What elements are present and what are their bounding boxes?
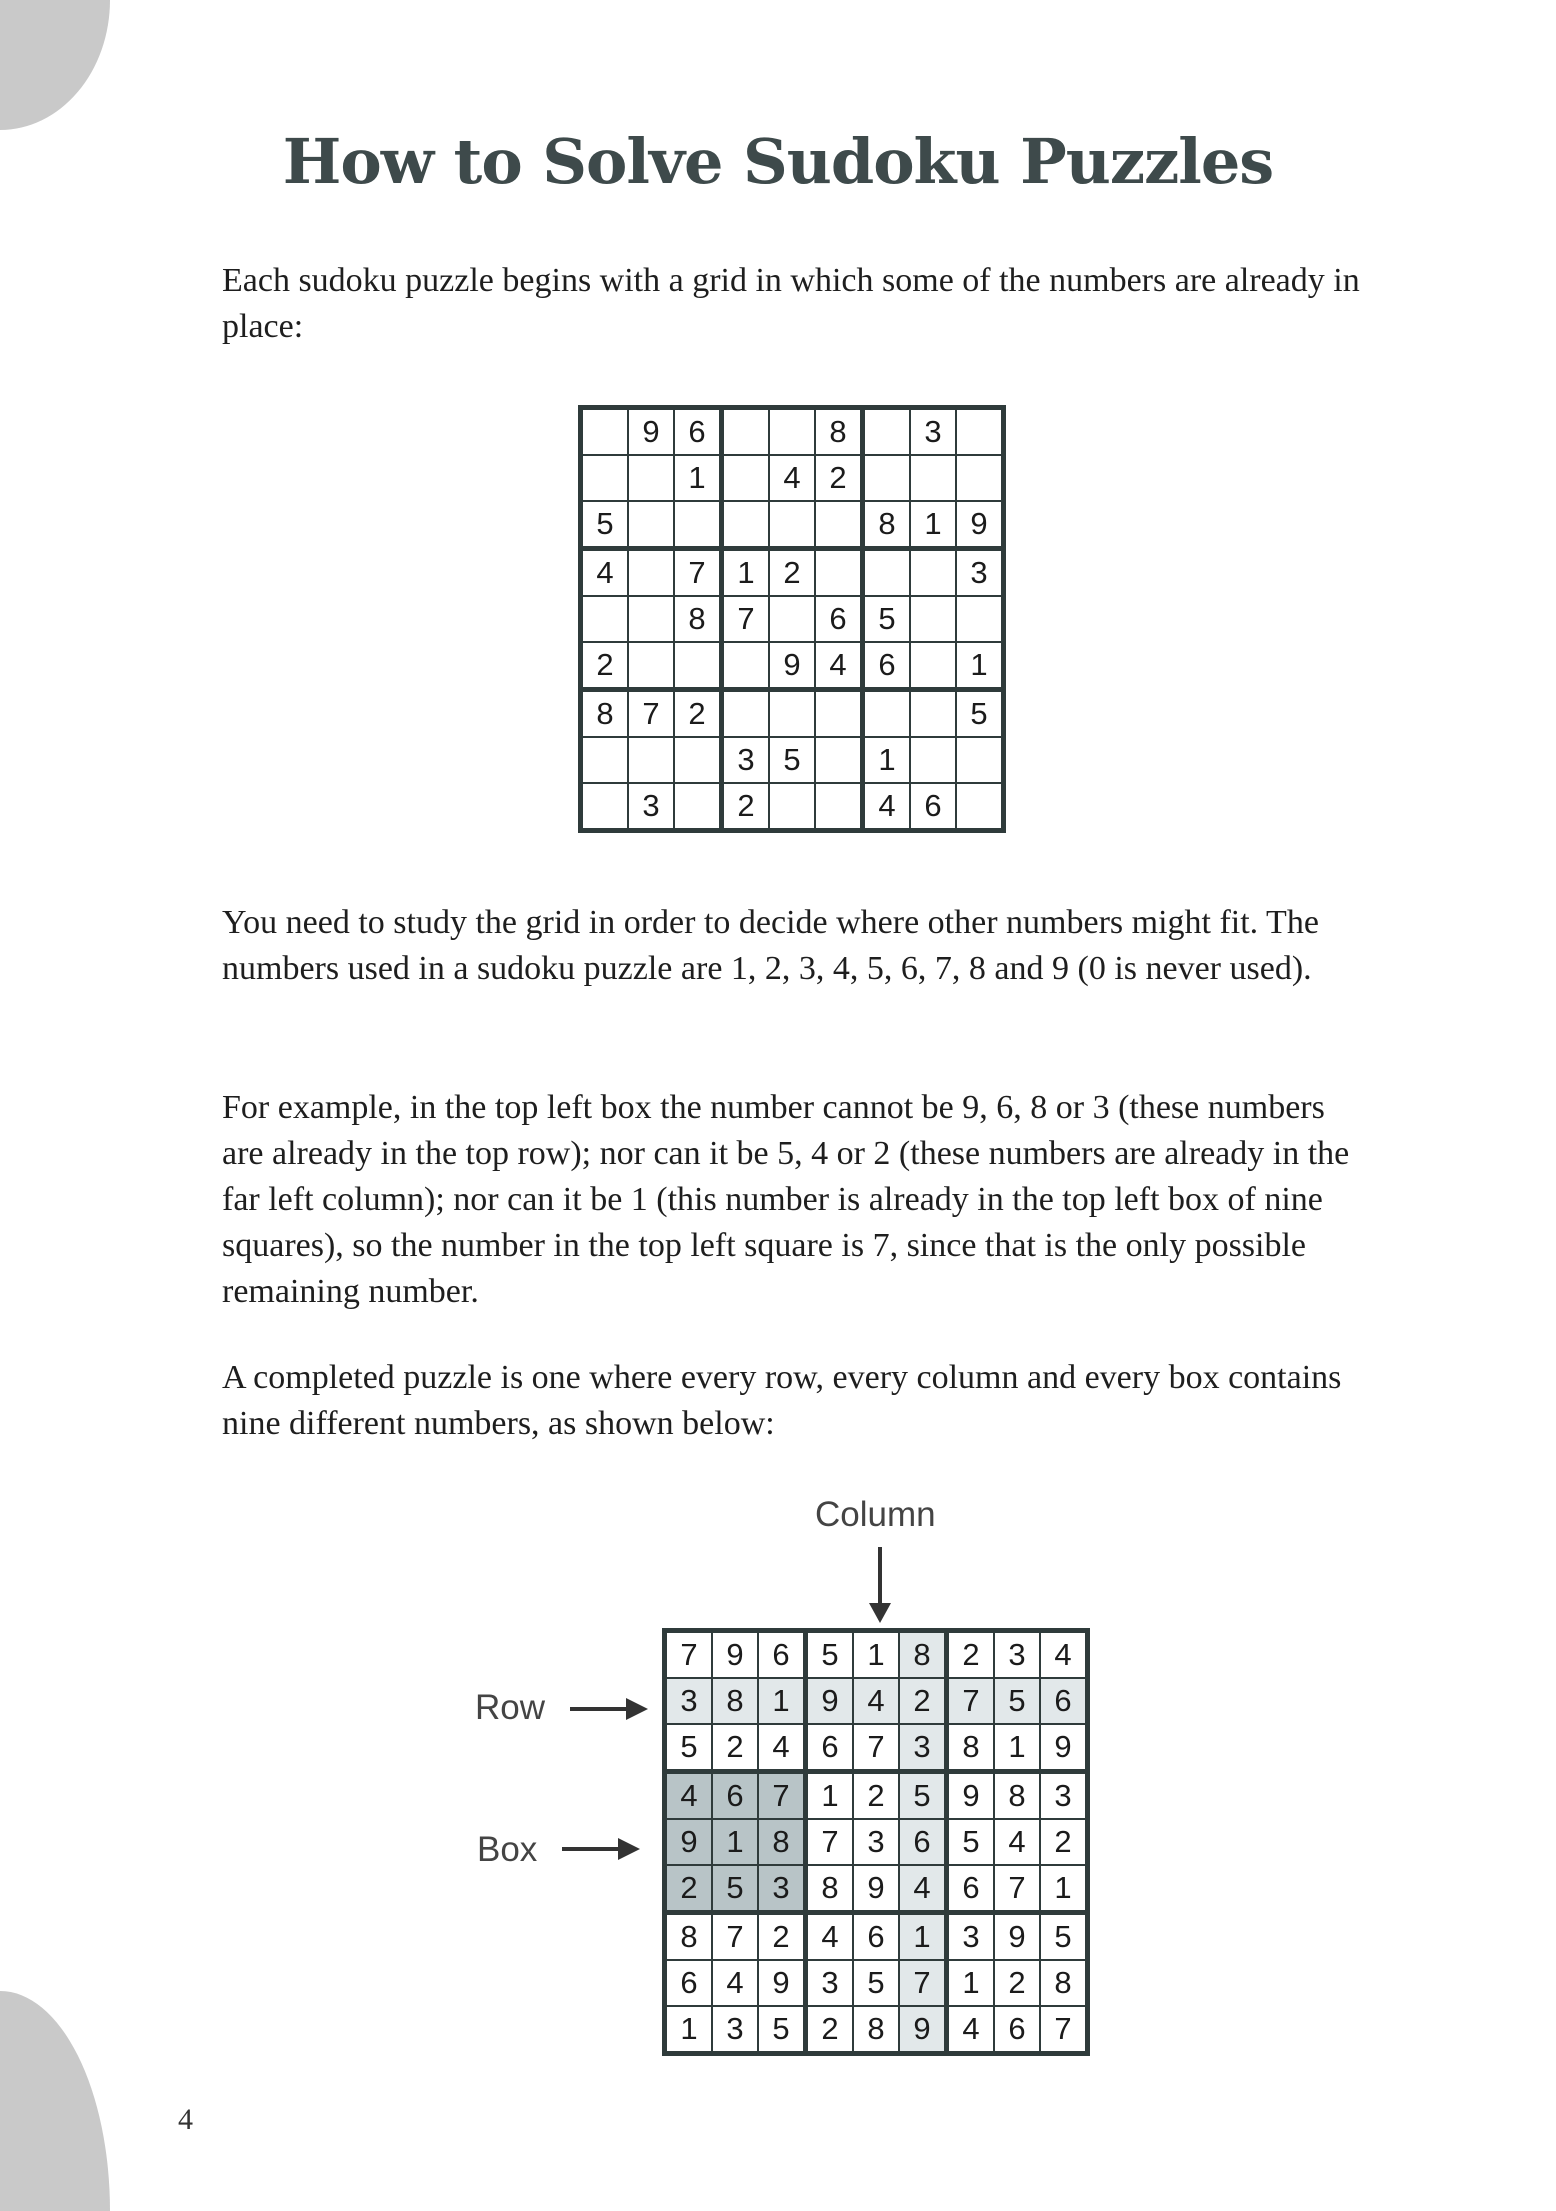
grid-cell: 5 (863, 596, 911, 642)
grid-cell: 1 (806, 1772, 854, 1820)
grid-cell: 2 (899, 1678, 947, 1724)
grid-cell: 2 (1040, 1819, 1088, 1865)
grid-row (665, 1865, 1088, 1913)
grid-cell: 4 (769, 455, 815, 501)
grid-cell: 8 (712, 1678, 758, 1724)
grid-cell (815, 783, 863, 831)
grid-cell: 6 (994, 2006, 1040, 2054)
grid-cell: 3 (910, 408, 956, 456)
grid-cell (628, 501, 674, 549)
grid-cell (722, 690, 770, 738)
grid-cell: 7 (712, 1913, 758, 1961)
grid-cell: 1 (910, 501, 956, 549)
grid-cell: 9 (806, 1678, 854, 1724)
grid-cell: 6 (674, 408, 722, 456)
grid-cell: 4 (712, 1960, 758, 2006)
grid-cell: 5 (806, 1631, 854, 1679)
grid-cell: 3 (956, 549, 1004, 597)
grid-cell: 7 (994, 1865, 1040, 1913)
grid-cell: 2 (806, 2006, 854, 2054)
grid-row (665, 2006, 1088, 2054)
grid-cell: 6 (853, 1913, 899, 1961)
grid-cell: 1 (899, 1913, 947, 1961)
grid-cell: 9 (712, 1631, 758, 1679)
grid-cell: 4 (758, 1724, 806, 1772)
grid-cell (863, 690, 911, 738)
grid-cell (674, 783, 722, 831)
grid-cell (769, 501, 815, 549)
grid-cell: 1 (994, 1724, 1040, 1772)
grid-cell (910, 455, 956, 501)
grid-row (581, 690, 1004, 738)
grid-cell: 5 (956, 690, 1004, 738)
grid-cell: 8 (863, 501, 911, 549)
grid-cell (863, 549, 911, 597)
grid-cell: 6 (1040, 1678, 1088, 1724)
grid-cell: 9 (994, 1913, 1040, 1961)
grid-cell (581, 455, 629, 501)
grid-cell: 3 (665, 1678, 713, 1724)
grid-cell: 7 (722, 596, 770, 642)
grid-row (665, 1913, 1088, 1961)
grid-cell (815, 737, 863, 783)
grid-cell (674, 501, 722, 549)
grid-cell (674, 642, 722, 690)
study-paragraph: You need to study the grid in order to decide where other numbers might fit. The numbers used in a sudoku puzzle are 1, 2, 3, 4, 5, 6, 7, 8 and 9 (0 is never used). (222, 904, 1319, 987)
grid-row (665, 1960, 1088, 2006)
grid-cell: 1 (853, 1631, 899, 1679)
grid-cell: 6 (815, 596, 863, 642)
grid-cell: 6 (863, 642, 911, 690)
grid-cell: 8 (815, 408, 863, 456)
grid-row (665, 1772, 1088, 1820)
grid-row (665, 1724, 1088, 1772)
grid-cell (956, 455, 1004, 501)
grid-cell: 1 (712, 1819, 758, 1865)
grid-cell: 3 (1040, 1772, 1088, 1820)
grid-cell: 7 (806, 1819, 854, 1865)
grid-row (581, 501, 1004, 549)
grid-row (581, 642, 1004, 690)
grid-cell (910, 549, 956, 597)
grid-row (665, 1678, 1088, 1724)
grid-cell (581, 408, 629, 456)
grid-cell (628, 549, 674, 597)
grid-cell (628, 737, 674, 783)
grid-row (665, 1631, 1088, 1679)
grid-cell: 7 (899, 1960, 947, 2006)
grid-cell (769, 783, 815, 831)
grid-cell: 3 (853, 1819, 899, 1865)
grid-cell: 2 (581, 642, 629, 690)
grid-cell: 1 (1040, 1865, 1088, 1913)
grid-cell (956, 408, 1004, 456)
grid-cell (815, 501, 863, 549)
grid-cell: 3 (806, 1960, 854, 2006)
grid-cell: 1 (665, 2006, 713, 2054)
intro-paragraph: Each sudoku puzzle begins with a grid in which some of the numbers are already in place: (222, 262, 1360, 345)
grid-cell: 4 (581, 549, 629, 597)
grid-cell: 1 (863, 737, 911, 783)
column-label: Column (815, 1495, 936, 1534)
grid-cell: 8 (758, 1819, 806, 1865)
grid-cell: 3 (899, 1724, 947, 1772)
grid-cell: 2 (722, 783, 770, 831)
grid-cell: 2 (665, 1865, 713, 1913)
grid-cell (581, 737, 629, 783)
page-title: How to Solve Sudoku Puzzles (282, 125, 1274, 198)
grid-cell: 9 (769, 642, 815, 690)
grid-cell: 5 (665, 1724, 713, 1772)
grid-cell: 9 (1040, 1724, 1088, 1772)
grid-cell: 2 (815, 455, 863, 501)
grid-cell: 4 (853, 1678, 899, 1724)
grid-cell: 3 (758, 1865, 806, 1913)
grid-cell (769, 596, 815, 642)
grid-cell (863, 408, 911, 456)
grid-cell: 2 (674, 690, 722, 738)
box-label: Box (477, 1830, 538, 1869)
grid-cell (722, 408, 770, 456)
grid-row (581, 737, 1004, 783)
grid-cell: 8 (665, 1913, 713, 1961)
row-label: Row (475, 1688, 546, 1727)
grid-row (581, 549, 1004, 597)
grid-cell (956, 783, 1004, 831)
grid-cell (628, 596, 674, 642)
grid-cell: 6 (665, 1960, 713, 2006)
grid-cell: 3 (722, 737, 770, 783)
grid-cell: 1 (956, 642, 1004, 690)
grid-cell: 5 (899, 1772, 947, 1820)
grid-cell: 9 (947, 1772, 995, 1820)
grid-cell: 4 (899, 1865, 947, 1913)
grid-cell: 9 (853, 1865, 899, 1913)
grid-cell: 1 (722, 549, 770, 597)
grid-cell (769, 408, 815, 456)
grid-cell (674, 737, 722, 783)
grid-cell: 7 (947, 1678, 995, 1724)
grid-cell: 6 (758, 1631, 806, 1679)
grid-cell (769, 690, 815, 738)
grid-cell (956, 596, 1004, 642)
grid-row (581, 455, 1004, 501)
grid-cell: 2 (758, 1913, 806, 1961)
grid-cell (910, 596, 956, 642)
grid-cell (722, 455, 770, 501)
grid-cell: 6 (899, 1819, 947, 1865)
grid-cell: 9 (665, 1819, 713, 1865)
grid-row (581, 596, 1004, 642)
grid-cell: 5 (758, 2006, 806, 2054)
grid-cell (815, 549, 863, 597)
grid-cell: 5 (581, 501, 629, 549)
grid-cell: 5 (1040, 1913, 1088, 1961)
grid-cell (910, 642, 956, 690)
grid-cell: 5 (712, 1865, 758, 1913)
grid-cell: 3 (712, 2006, 758, 2054)
page-corner-top (0, 0, 110, 130)
grid-cell: 8 (947, 1724, 995, 1772)
grid-cell: 7 (1040, 2006, 1088, 2054)
grid-cell: 8 (806, 1865, 854, 1913)
grid-cell: 9 (758, 1960, 806, 2006)
page-corner-bottom (0, 1991, 110, 2211)
grid-cell (910, 690, 956, 738)
grid-cell: 4 (863, 783, 911, 831)
grid-row (581, 408, 1004, 456)
grid-cell: 2 (947, 1631, 995, 1679)
grid-cell (581, 783, 629, 831)
grid-row (581, 783, 1004, 831)
grid-cell: 9 (628, 408, 674, 456)
grid-cell: 1 (674, 455, 722, 501)
grid-cell (722, 642, 770, 690)
grid-cell: 5 (947, 1819, 995, 1865)
grid-cell (815, 690, 863, 738)
grid-cell: 5 (994, 1678, 1040, 1724)
grid-cell (863, 455, 911, 501)
grid-cell: 4 (806, 1913, 854, 1961)
grid-cell: 5 (769, 737, 815, 783)
grid-cell (581, 596, 629, 642)
grid-cell: 1 (758, 1678, 806, 1724)
grid-row (665, 1819, 1088, 1865)
grid-cell: 8 (674, 596, 722, 642)
grid-cell: 8 (994, 1772, 1040, 1820)
puzzle-grid (578, 405, 1006, 833)
grid-cell: 4 (1040, 1631, 1088, 1679)
completed-paragraph: A completed puzzle is one where every row, every column and every box contains nine different numbers, as shown below: (222, 1359, 1342, 1442)
grid-cell: 7 (665, 1631, 713, 1679)
grid-cell: 4 (815, 642, 863, 690)
grid-cell: 8 (899, 1631, 947, 1679)
example-paragraph: For example, in the top left box the number cannot be 9, 6, 8 or 3 (these numbers are already in the top row); nor can it be 5, 4 or 2 (these numbers are already in the far left column); nor can it be 1 (this number is already in the top left box of nine squares), so the number in the top left square is 7, since that is the only possible remaining number. (222, 1089, 1350, 1310)
grid-cell: 7 (674, 549, 722, 597)
grid-cell: 2 (853, 1772, 899, 1820)
grid-cell: 2 (769, 549, 815, 597)
grid-cell: 9 (899, 2006, 947, 2054)
grid-cell: 1 (947, 1960, 995, 2006)
grid-cell: 6 (910, 783, 956, 831)
grid-cell (628, 642, 674, 690)
grid-cell: 8 (853, 2006, 899, 2054)
grid-cell: 3 (947, 1913, 995, 1961)
grid-cell: 7 (758, 1772, 806, 1820)
page-number: 4 (178, 2103, 193, 2136)
grid-cell: 6 (712, 1772, 758, 1820)
grid-cell: 4 (994, 1819, 1040, 1865)
grid-cell: 6 (947, 1865, 995, 1913)
grid-cell (628, 455, 674, 501)
grid-cell (910, 737, 956, 783)
grid-cell (956, 737, 1004, 783)
grid-cell: 3 (628, 783, 674, 831)
grid-cell: 7 (628, 690, 674, 738)
grid-cell: 2 (712, 1724, 758, 1772)
box-arrow-icon (560, 1834, 642, 1864)
grid-cell: 6 (806, 1724, 854, 1772)
grid-cell (722, 501, 770, 549)
grid-cell: 2 (994, 1960, 1040, 2006)
grid-cell: 7 (853, 1724, 899, 1772)
grid-cell: 8 (1040, 1960, 1088, 2006)
grid-cell: 9 (956, 501, 1004, 549)
grid-cell: 4 (665, 1772, 713, 1820)
grid-cell: 4 (947, 2006, 995, 2054)
column-arrow-icon (866, 1545, 894, 1625)
grid-cell: 3 (994, 1631, 1040, 1679)
solved-grid (662, 1628, 1090, 2056)
row-arrow-icon (568, 1694, 650, 1724)
grid-cell: 5 (853, 1960, 899, 2006)
grid-cell: 8 (581, 690, 629, 738)
